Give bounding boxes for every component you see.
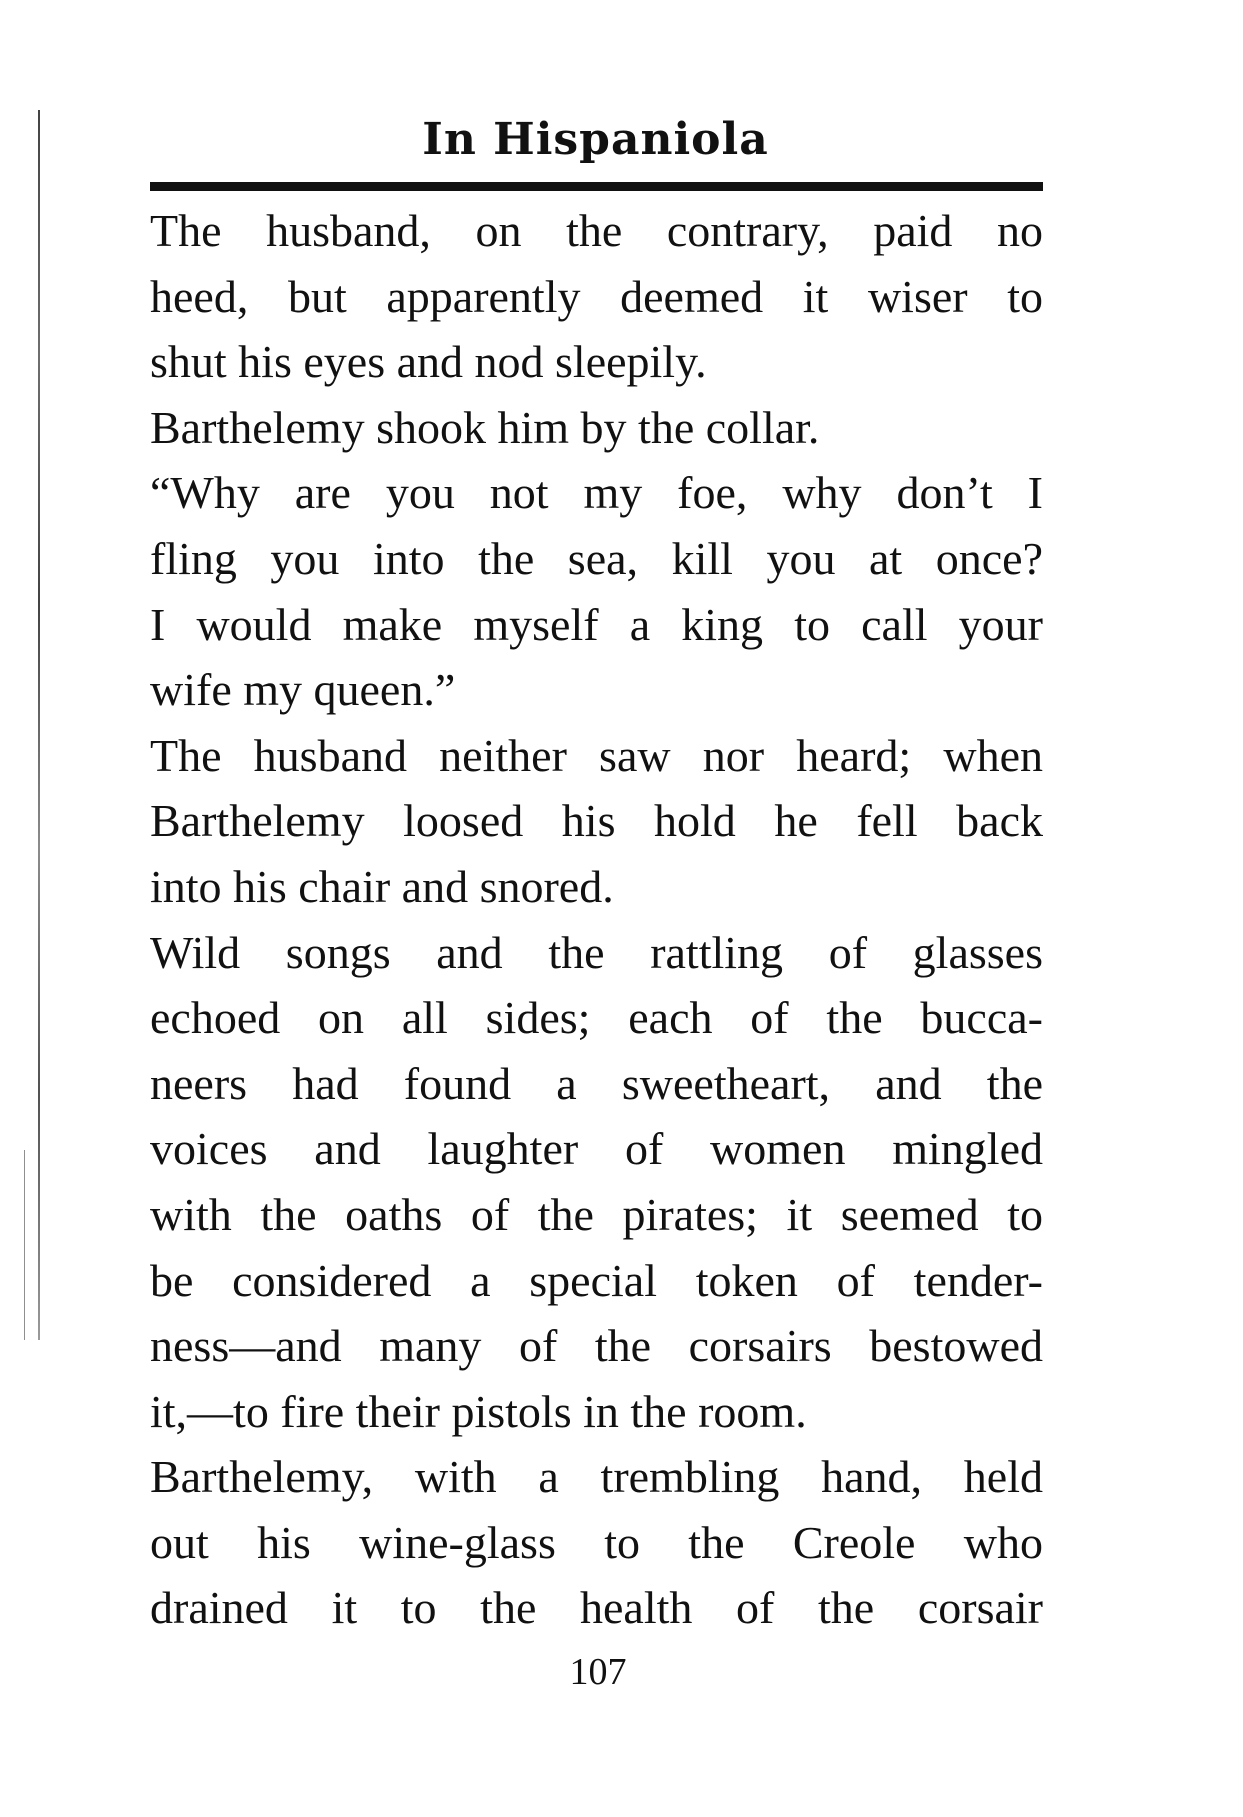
text-line: drained it to the health of the corsair bbox=[150, 1582, 1043, 1634]
running-head: In Hispaniola bbox=[422, 114, 769, 165]
text-line: The husband neither saw nor heard; when bbox=[150, 729, 1043, 781]
body-text bbox=[150, 198, 1043, 1641]
page-number: 107 bbox=[569, 1651, 627, 1693]
text-line: fling you into the sea, kill you at once? bbox=[150, 532, 1043, 584]
gutter-edge-secondary bbox=[24, 1150, 25, 1340]
text-line: Barthelemy loosed his hold he fell back bbox=[150, 795, 1043, 847]
text-line: wife my queen.” bbox=[150, 664, 456, 716]
text-line: Wild songs and the rattling of glasses bbox=[150, 926, 1043, 978]
text-line: ness—and many of the corsairs bestowed bbox=[150, 1320, 1043, 1372]
text-line: heed, but apparently deemed it wiser to bbox=[150, 270, 1043, 322]
head-rule bbox=[150, 182, 1043, 191]
text-line: “Why are you not my foe, why don’t I bbox=[150, 467, 1043, 519]
text-line: I would make myself a king to call your bbox=[150, 598, 1043, 650]
text-line: with the oaths of the pirates; it seemed to bbox=[150, 1188, 1043, 1240]
text-line: into his chair and snored. bbox=[150, 860, 614, 912]
text-line: echoed on all sides; each of the bucca- bbox=[150, 992, 1043, 1044]
text-line: out his wine-glass to the Creole who bbox=[150, 1516, 1043, 1568]
text-line: Barthelemy, with a trembling hand, held bbox=[150, 1451, 1043, 1503]
text-line: voices and laughter of women mingled bbox=[150, 1123, 1043, 1175]
text-line: Barthelemy shook him by the collar. bbox=[150, 401, 820, 453]
text-line: shut his eyes and nod sleepily. bbox=[150, 336, 707, 388]
text-line: The husband, on the contrary, paid no bbox=[150, 205, 1043, 256]
text-line: it,—to fire their pistols in the room. bbox=[150, 1385, 807, 1437]
text-line: be considered a special token of tender- bbox=[150, 1254, 1043, 1306]
text-line: neers had found a sweetheart, and the bbox=[150, 1057, 1043, 1109]
gutter-edge bbox=[38, 110, 40, 1340]
